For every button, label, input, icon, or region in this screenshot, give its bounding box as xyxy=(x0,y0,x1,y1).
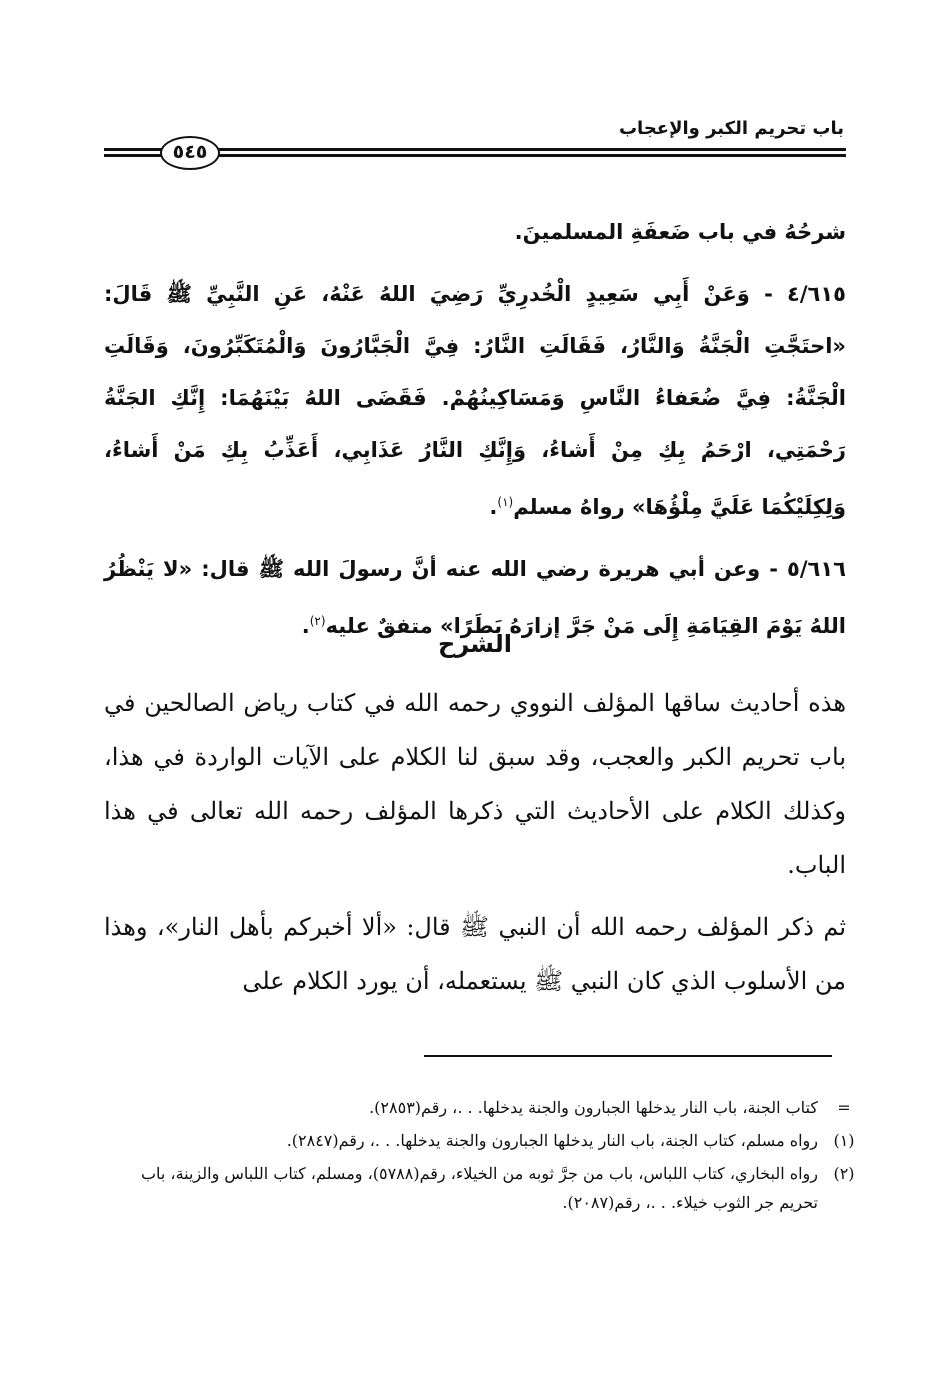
hadith-616-text: ٥/٦١٦ - وعن أبي هريرة رضي الله عنه أنَّ رسولَ الله ﷺ قال: «لا يَنْظُرُ اللهُ يَوْمَ القِيَامَةِ إِلَى مَنْ جَرَّ إزارَهُ بَطَرًا» متفقٌ عليه xyxy=(104,557,846,638)
footnote-text: كتاب الجنة، باب النار يدخلها الجبارون والجنة يدخلها. . .، رقم(٢٨٥٣). xyxy=(369,1098,818,1117)
header-rule-right xyxy=(218,148,846,158)
footnotes xyxy=(104,1093,864,1221)
running-title: باب تحريم الكبر والإعجاب xyxy=(618,118,844,139)
hadith-block xyxy=(104,206,846,652)
footnote-text: رواه البخاري، كتاب اللباس، باب من جرَّ ثوبه من الخيلاء، رقم(٥٧٨٨)، ومسلم، كتاب اللباس والزينة، باب تحريم جر الثوب خيلاء. . .، رقم(٢٠٨٧). xyxy=(140,1164,818,1212)
footnote-separator xyxy=(424,1055,832,1057)
hadith-intro-line: شرحُهُ في باب ضَعفَةِ المسلمينَ. xyxy=(514,220,846,244)
footnote-mark: (١) xyxy=(833,1131,855,1150)
hadith-615-text: ٤/٦١٥ - وَعَنْ أَبِي سَعِيدٍ الْخُدرِيِّ رَضِيَ اللهُ عَنْهُ، عَنِ النَّبِيِّ ﷺ قَالَ: «احتَجَّتِ الْجَنَّةُ وَالنَّارُ، فَقَالَتِ النَّارُ: فِيَّ الْجَبَّارُونَ وَالْمُتَكَبِّرُونَ، وَقَالَتِ الْجَنَّةُ: فِيَّ ضُعَفاءُ النَّاسِ وَمَسَاكِينُهُمْ. فَقَضَى اللهُ بَيْنَهُمَا: إِنَّكِ الجَنَّةُ رَحْمَتِي، ارْحَمُ بِكِ مِنْ أَشاءُ، وَإِنَّكِ النَّارُ عَذَابِي، أَعَذِّبُ بِكِ مَنْ أَشاءُ، وَلِكِلَيْكُمَا عَلَيَّ مِلْؤُهَا» رواهُ مسلم xyxy=(104,282,846,519)
footnote-continuation xyxy=(104,1093,864,1122)
page-number: ٥٤٥ xyxy=(160,136,220,170)
header-rule-left xyxy=(104,148,162,158)
footnote-mark: = xyxy=(837,1098,851,1117)
footnote-1 xyxy=(104,1126,864,1155)
footnote-mark: (٢) xyxy=(833,1164,855,1183)
footnote-ref-2: (٢) xyxy=(309,614,326,628)
hadith-615: ٤/٦١٥ - وَعَنْ أَبِي سَعِيدٍ الْخُدرِيِّ رَضِيَ اللهُ عَنْهُ، عَنِ النَّبِيِّ ﷺ قَالَ: «احتَجَّتِ الْجَنَّةُ وَالنَّارُ، فَقَالَتِ النَّارُ: فِيَّ الْجَبَّارُونَ وَالْمُتَكَبِّرُونَ، وَقَالَتِ الْجَنَّةُ: فِيَّ ضُعَفاءُ النَّاسِ وَمَسَاكِينُهُمْ. فَقَضَى اللهُ بَيْنَهُمَا: إِنَّكِ الجَنَّةُ رَحْمَتِي، ارْحَمُ بِكِ مِنْ أَشاءُ، وَإِنَّكِ النَّارُ عَذَابِي، أَعَذِّبُ بِكِ مَنْ أَشاءُ، وَلِكِلَيْكُمَا عَلَيَّ مِلْؤُهَا» رواهُ مسلم$^{(١)}$. xyxy=(104,282,846,519)
footnote-text: رواه مسلم، كتاب الجنة، باب النار يدخلها الجبارون والجنة يدخلها. . .، رقم(٢٨٤٧). xyxy=(286,1131,818,1150)
hadith-616: ٥/٦١٦ - وعن أبي هريرة رضي الله عنه أنَّ رسولَ الله ﷺ قال: «لا يَنْظُرُ اللهُ يَوْمَ القِيَامَةِ إِلَى مَنْ جَرَّ إزارَهُ بَطَرًا» متفقٌ عليه$^{(٢)}$. xyxy=(104,557,846,638)
footnote-2 xyxy=(104,1159,864,1217)
commentary-paragraph: ثم ذكر المؤلف رحمه الله أن النبي ﷺ قال: «ألا أخبركم بأهل النار»، وهذا من الأسلوب الذي كان النبي ﷺ يستعمله، أن يورد الكلام على xyxy=(104,913,846,995)
commentary xyxy=(104,676,846,1008)
footnote-ref-1: (١) xyxy=(497,495,514,509)
commentary-paragraph: هذه أحاديث ساقها المؤلف النووي رحمه الله في كتاب رياض الصالحين في باب تحريم الكبر والعجب، وقد سبق لنا الكلام على الآيات الواردة في هذا، وكذلك الكلام على الأحاديث التي ذكرها المؤلف رحمه الله تعالى في هذا الباب. xyxy=(104,689,846,879)
section-heading: الشرح xyxy=(438,630,512,658)
